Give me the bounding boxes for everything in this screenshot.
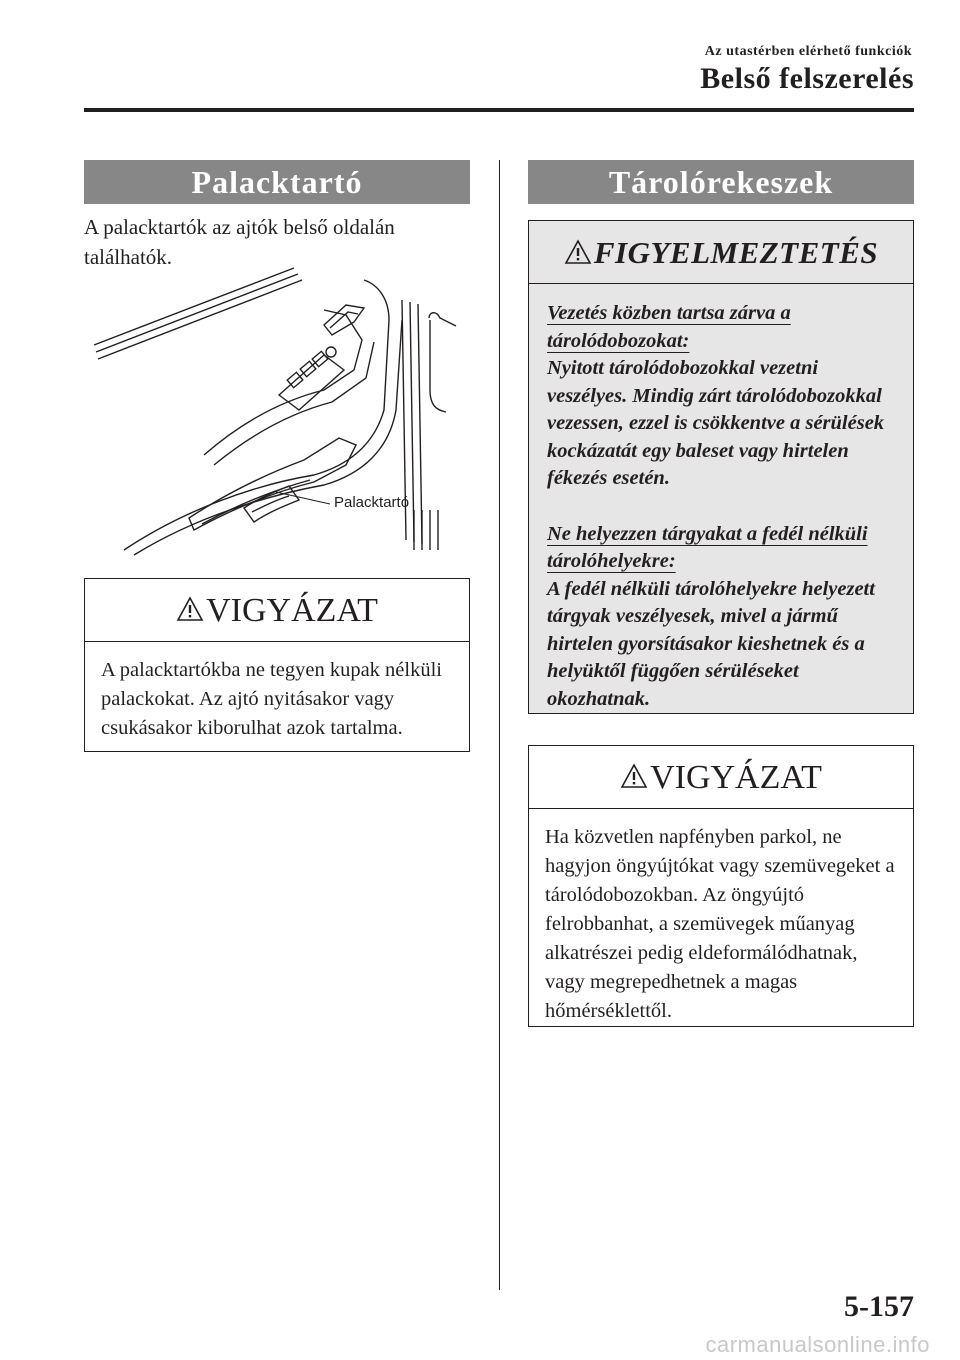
warning-box-storage: [528, 220, 914, 714]
warning-title-text: FIGYELMEZTETÉS: [593, 235, 879, 270]
warning-text-closed-boxes: Nyitott tárolódobozokkal vezetni veszélyes. Mindig zárt tárolódobozokkal vezessen, ezzel is csökkentve a sérülések kockázatát egy baleset vagy hirtelen fékezés esetén.: [547, 357, 885, 489]
caution-title: [529, 746, 913, 809]
warning-heading-closed-boxes: Vezetés közben tartsa zárva a tárolódobozokat:: [547, 302, 791, 352]
caution-title-text: VIGYÁZAT: [650, 759, 822, 796]
door-bottle-holder-illustration: [84, 260, 470, 560]
caution-box-bottle: [84, 578, 470, 752]
page-number: 5-157: [844, 1290, 914, 1323]
caution-title: [85, 579, 469, 642]
storage-banner: Tárolórekeszek: [528, 160, 914, 204]
caution-body: Ha közvetlen napfényben parkol, ne hagyjon öngyújtókat vagy szemüvegeket a tárolódobozokban. Az öngyújtó felrobbanhat, a szemüvegek műanyag alkatrészei pedig eldeformálódhatnak, vagy megrepedhetnek a magas hőmérséklettől.: [545, 826, 895, 1022]
section-title: Belső felszerelés: [700, 62, 914, 95]
warning-body: [529, 284, 913, 729]
warning-triangle-icon: [564, 239, 592, 265]
warning-title: [529, 221, 913, 284]
warning-triangle-icon: [176, 596, 204, 622]
caution-body: A palacktartókba ne tegyen kupak nélküli palackokat. Az ajtó nyitásakor vagy csukásakor kiborulhat azok tartalma.: [101, 659, 442, 739]
bottle-holder-label: Palacktartó: [334, 494, 410, 511]
warning-triangle-icon: [620, 763, 648, 789]
caution-box-sunlight: [528, 745, 914, 1027]
warning-heading-open-storage: Ne helyezzen tárgyakat a fedél nélküli tárolóhelyekre:: [547, 522, 868, 572]
header-rule: [84, 108, 914, 112]
section-subtitle: Az utastérben elérhető funkciók: [704, 44, 912, 59]
bottle-holder-banner: Palacktartó: [84, 160, 470, 204]
column-divider: [499, 160, 500, 1290]
bottle-holder-intro: A palacktartók az ajtók belső oldalán találhatók.: [84, 215, 395, 269]
watermark: carmanualsonline.info: [705, 1332, 930, 1357]
warning-text-open-storage: A fedél nélküli tárolóhelyekre helyezett tárgyak veszélyesek, mivel a jármű hirtelen gyorsításakor kieshetnek és a helyüktől függően sérüléseket okozhatnak.: [547, 577, 875, 710]
caution-title-text: VIGYÁZAT: [206, 592, 378, 629]
